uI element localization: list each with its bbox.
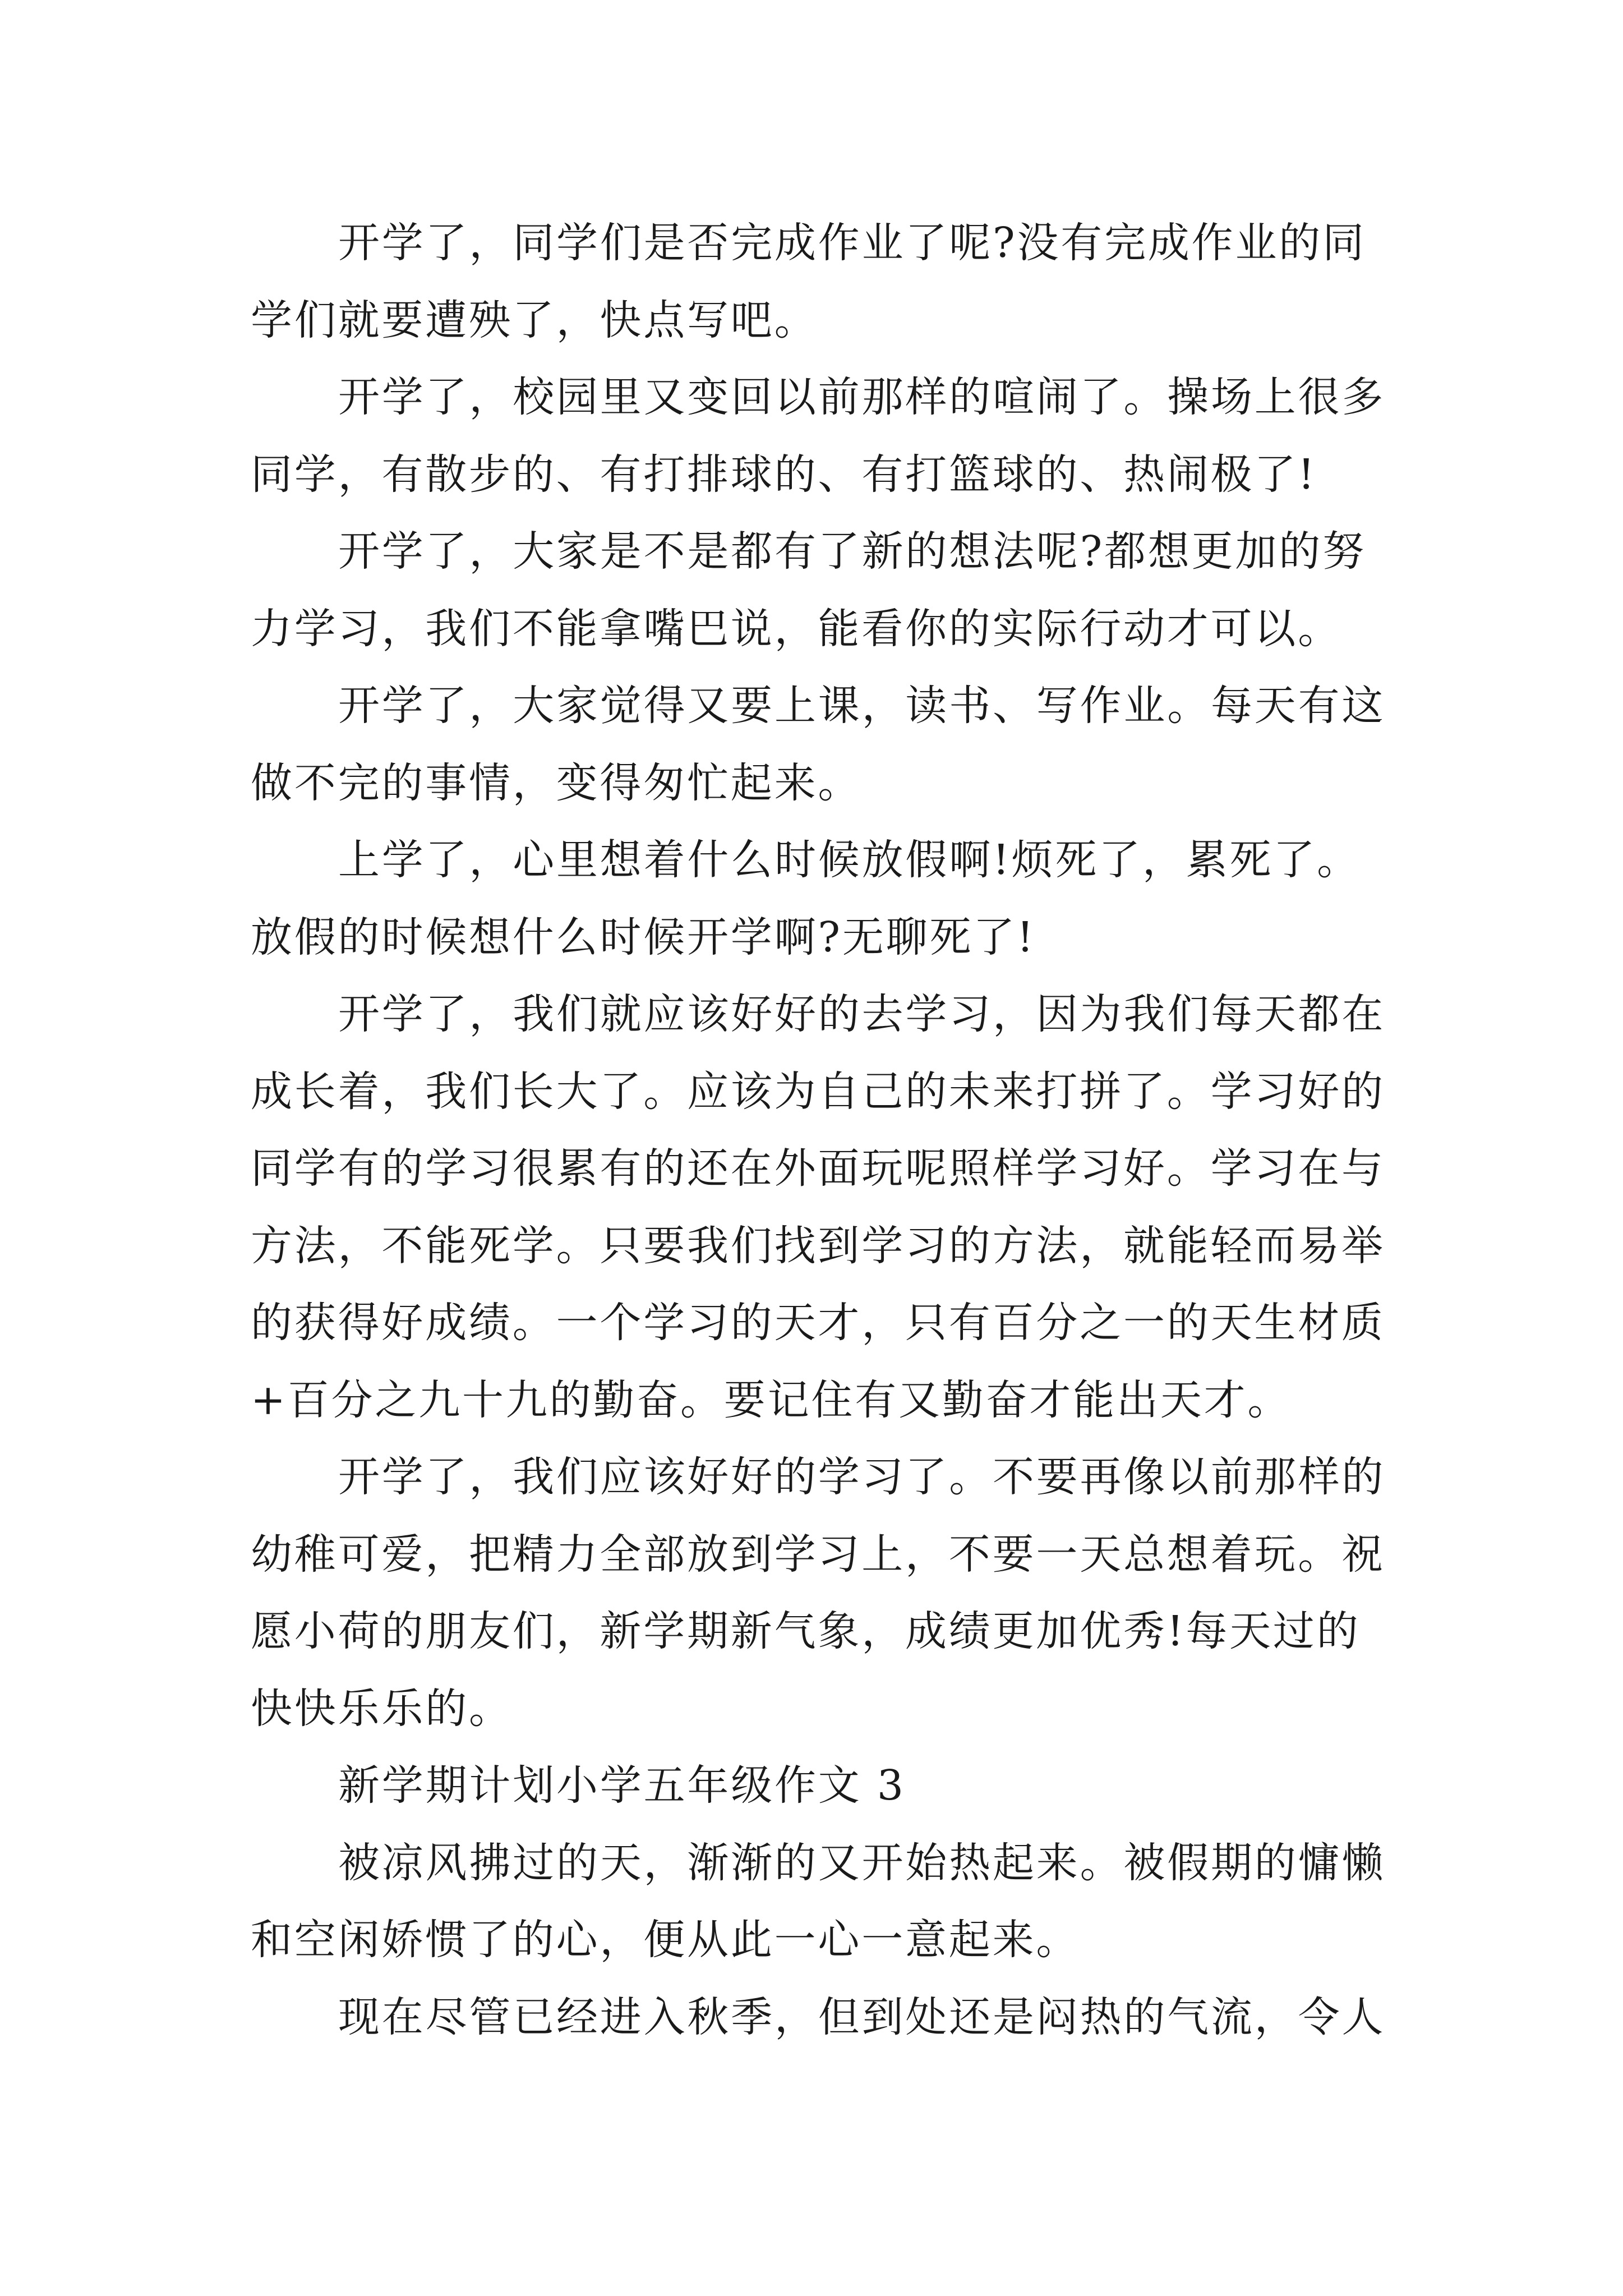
- text-line: 上学了，心里想着什么时候放假啊!烦死了，累死了。: [338, 836, 1361, 884]
- document-body: [251, 205, 1428, 2056]
- text-line: 幼稚可爱，把精力全部放到学习上，不要一天总想着玩。祝: [251, 1530, 1385, 1579]
- text-line: 被凉风拂过的天，渐渐的又开始热起来。被假期的慵懒: [338, 1838, 1386, 1887]
- text-line: 学们就要遭殃了，快点写吧。: [251, 296, 818, 344]
- paragraph: [251, 976, 1428, 1439]
- paragraph: [251, 1825, 1428, 1979]
- section-heading-text: 新学期计划小学五年级作文 3: [338, 1761, 906, 1810]
- section-heading: [251, 1747, 1428, 1825]
- paragraph: [251, 359, 1428, 513]
- text-line: 愿小荷的朋友们，新学期新气象，成绩更加优秀!每天过的: [251, 1607, 1361, 1655]
- text-line: 现在尽管已经进入秋季，但到处还是闷热的气流，令人: [338, 1993, 1386, 2041]
- text-line: 方法，不能死学。只要我们找到学习的方法，就能轻而易举: [251, 1221, 1385, 1270]
- text-line: 开学了，同学们是否完成作业了呢?没有完成作业的同: [338, 219, 1366, 267]
- paragraph: [251, 822, 1428, 976]
- text-line: 和空闲娇惯了的心，便从此一心一意起来。: [251, 1916, 1080, 1964]
- paragraph: [251, 668, 1428, 822]
- text-line: 开学了，大家觉得又要上课，读书、写作业。每天有这: [338, 682, 1386, 730]
- paragraph: [251, 1979, 1428, 2056]
- text-line: +百分之九十九的勤奋。要记住有又勤奋才能出天才。: [251, 1375, 1292, 1424]
- text-line: 的获得好成绩。一个学习的天才，只有百分之一的天生材质: [251, 1299, 1385, 1347]
- paragraph: [251, 205, 1428, 359]
- text-line: 力学习，我们不能拿嘴巴说，能看你的实际行动才可以。: [251, 604, 1341, 653]
- text-line: 放假的时候想什么时候开学啊?无聊死了!: [251, 913, 1036, 961]
- text-line: 同学，有散步的、有打排球的、有打篮球的、热闹极了!: [251, 450, 1317, 499]
- text-line: 快快乐乐的。: [251, 1684, 513, 1733]
- text-line: 开学了，校园里又变回以前那样的喧闹了。操场上很多: [338, 373, 1386, 421]
- paragraph: [251, 513, 1428, 668]
- paragraph: [251, 1439, 1428, 1747]
- text-line: 成长着，我们长大了。应该为自己的未来打拼了。学习好的: [251, 1067, 1385, 1116]
- text-line: 开学了，我们就应该好好的去学习，因为我们每天都在: [338, 990, 1386, 1038]
- text-line: 同学有的学习很累有的还在外面玩呢照样学习好。学习在与: [251, 1144, 1385, 1193]
- text-line: 做不完的事情，变得匆忙起来。: [251, 758, 862, 807]
- text-line: 开学了，大家是不是都有了新的想法呢?都想更加的努: [338, 527, 1366, 576]
- text-line: 开学了，我们应该好好的学习了。不要再像以前那样的: [338, 1453, 1386, 1501]
